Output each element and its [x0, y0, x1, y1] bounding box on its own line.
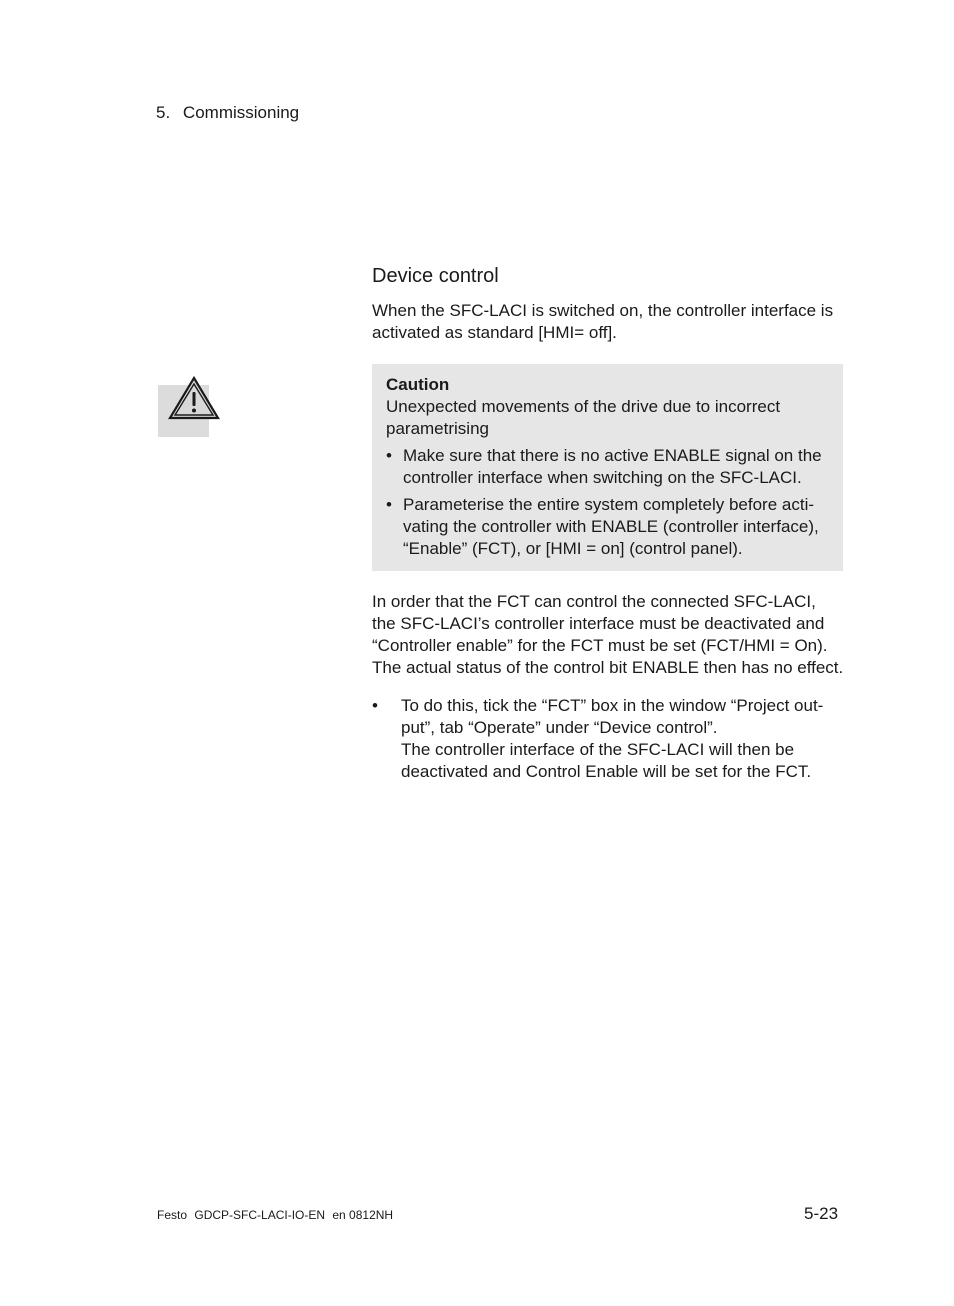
- bullet: •: [386, 495, 392, 514]
- body-line: the SFC-LACI’s controller interface must be deactivated and: [372, 614, 825, 633]
- caution-item-line: Parameterise the entire system completely before acti-: [403, 495, 815, 514]
- step-line: deactivated and Control Enable will be set for the FCT.: [401, 762, 812, 781]
- caution-item: [386, 445, 831, 489]
- caution-title: Caution: [386, 375, 450, 394]
- step-line: put”, tab “Operate” under “Device control”.: [401, 718, 718, 737]
- section-title: Commissioning: [182, 103, 300, 122]
- footer-version: en 0812NH: [332, 1208, 394, 1222]
- caution-box: [372, 364, 843, 571]
- step-line: To do this, tick the “FCT” box in the window “Project out-: [401, 696, 824, 715]
- instruction-step: [372, 695, 844, 783]
- caution-item-line: “Enable” (FCT), or [HMI = on] (control panel).: [403, 539, 743, 558]
- section-number: 5.: [156, 103, 171, 122]
- page-number: 5-23: [804, 1204, 839, 1223]
- caution-description-line: Unexpected movements of the drive due to incorrect: [386, 397, 781, 416]
- caution-description: [386, 396, 831, 440]
- step-text: [401, 695, 844, 783]
- footer-doc-info: [157, 1207, 393, 1223]
- body-line: In order that the FCT can control the connected SFC-LACI,: [372, 592, 816, 611]
- intro-paragraph: [372, 300, 844, 344]
- warning-triangle-icon: [168, 376, 220, 422]
- step-bullet: •: [372, 696, 378, 715]
- footer-brand: Festo: [157, 1208, 188, 1222]
- page-header: [156, 102, 299, 124]
- body-line: “Controller enable” for the FCT must be set (FCT/HMI = On).: [372, 636, 828, 655]
- caution-item-line: controller interface when switching on the SFC-LACI.: [403, 468, 802, 487]
- footer-doc-id: GDCP-SFC-LACI-IO-EN: [194, 1208, 326, 1222]
- heading-device-control: Device control: [372, 265, 499, 287]
- caution-description-line: parametrising: [386, 419, 489, 438]
- intro-line: activated as standard [HMI= off].: [372, 323, 617, 342]
- caution-item-line: vating the controller with ENABLE (controller interface),: [403, 517, 819, 536]
- intro-line: When the SFC-LACI is switched on, the controller interface is: [372, 301, 834, 320]
- body-line: The actual status of the control bit ENABLE then has no effect.: [372, 658, 844, 677]
- caution-item-line: Make sure that there is no active ENABLE signal on the: [403, 446, 822, 465]
- body-paragraph: [372, 591, 844, 679]
- bullet: •: [386, 446, 392, 465]
- warning-icon-panel: [158, 385, 209, 437]
- caution-item: [386, 494, 831, 560]
- step-line: The controller interface of the SFC-LACI will then be: [401, 740, 795, 759]
- caution-list: [386, 445, 831, 560]
